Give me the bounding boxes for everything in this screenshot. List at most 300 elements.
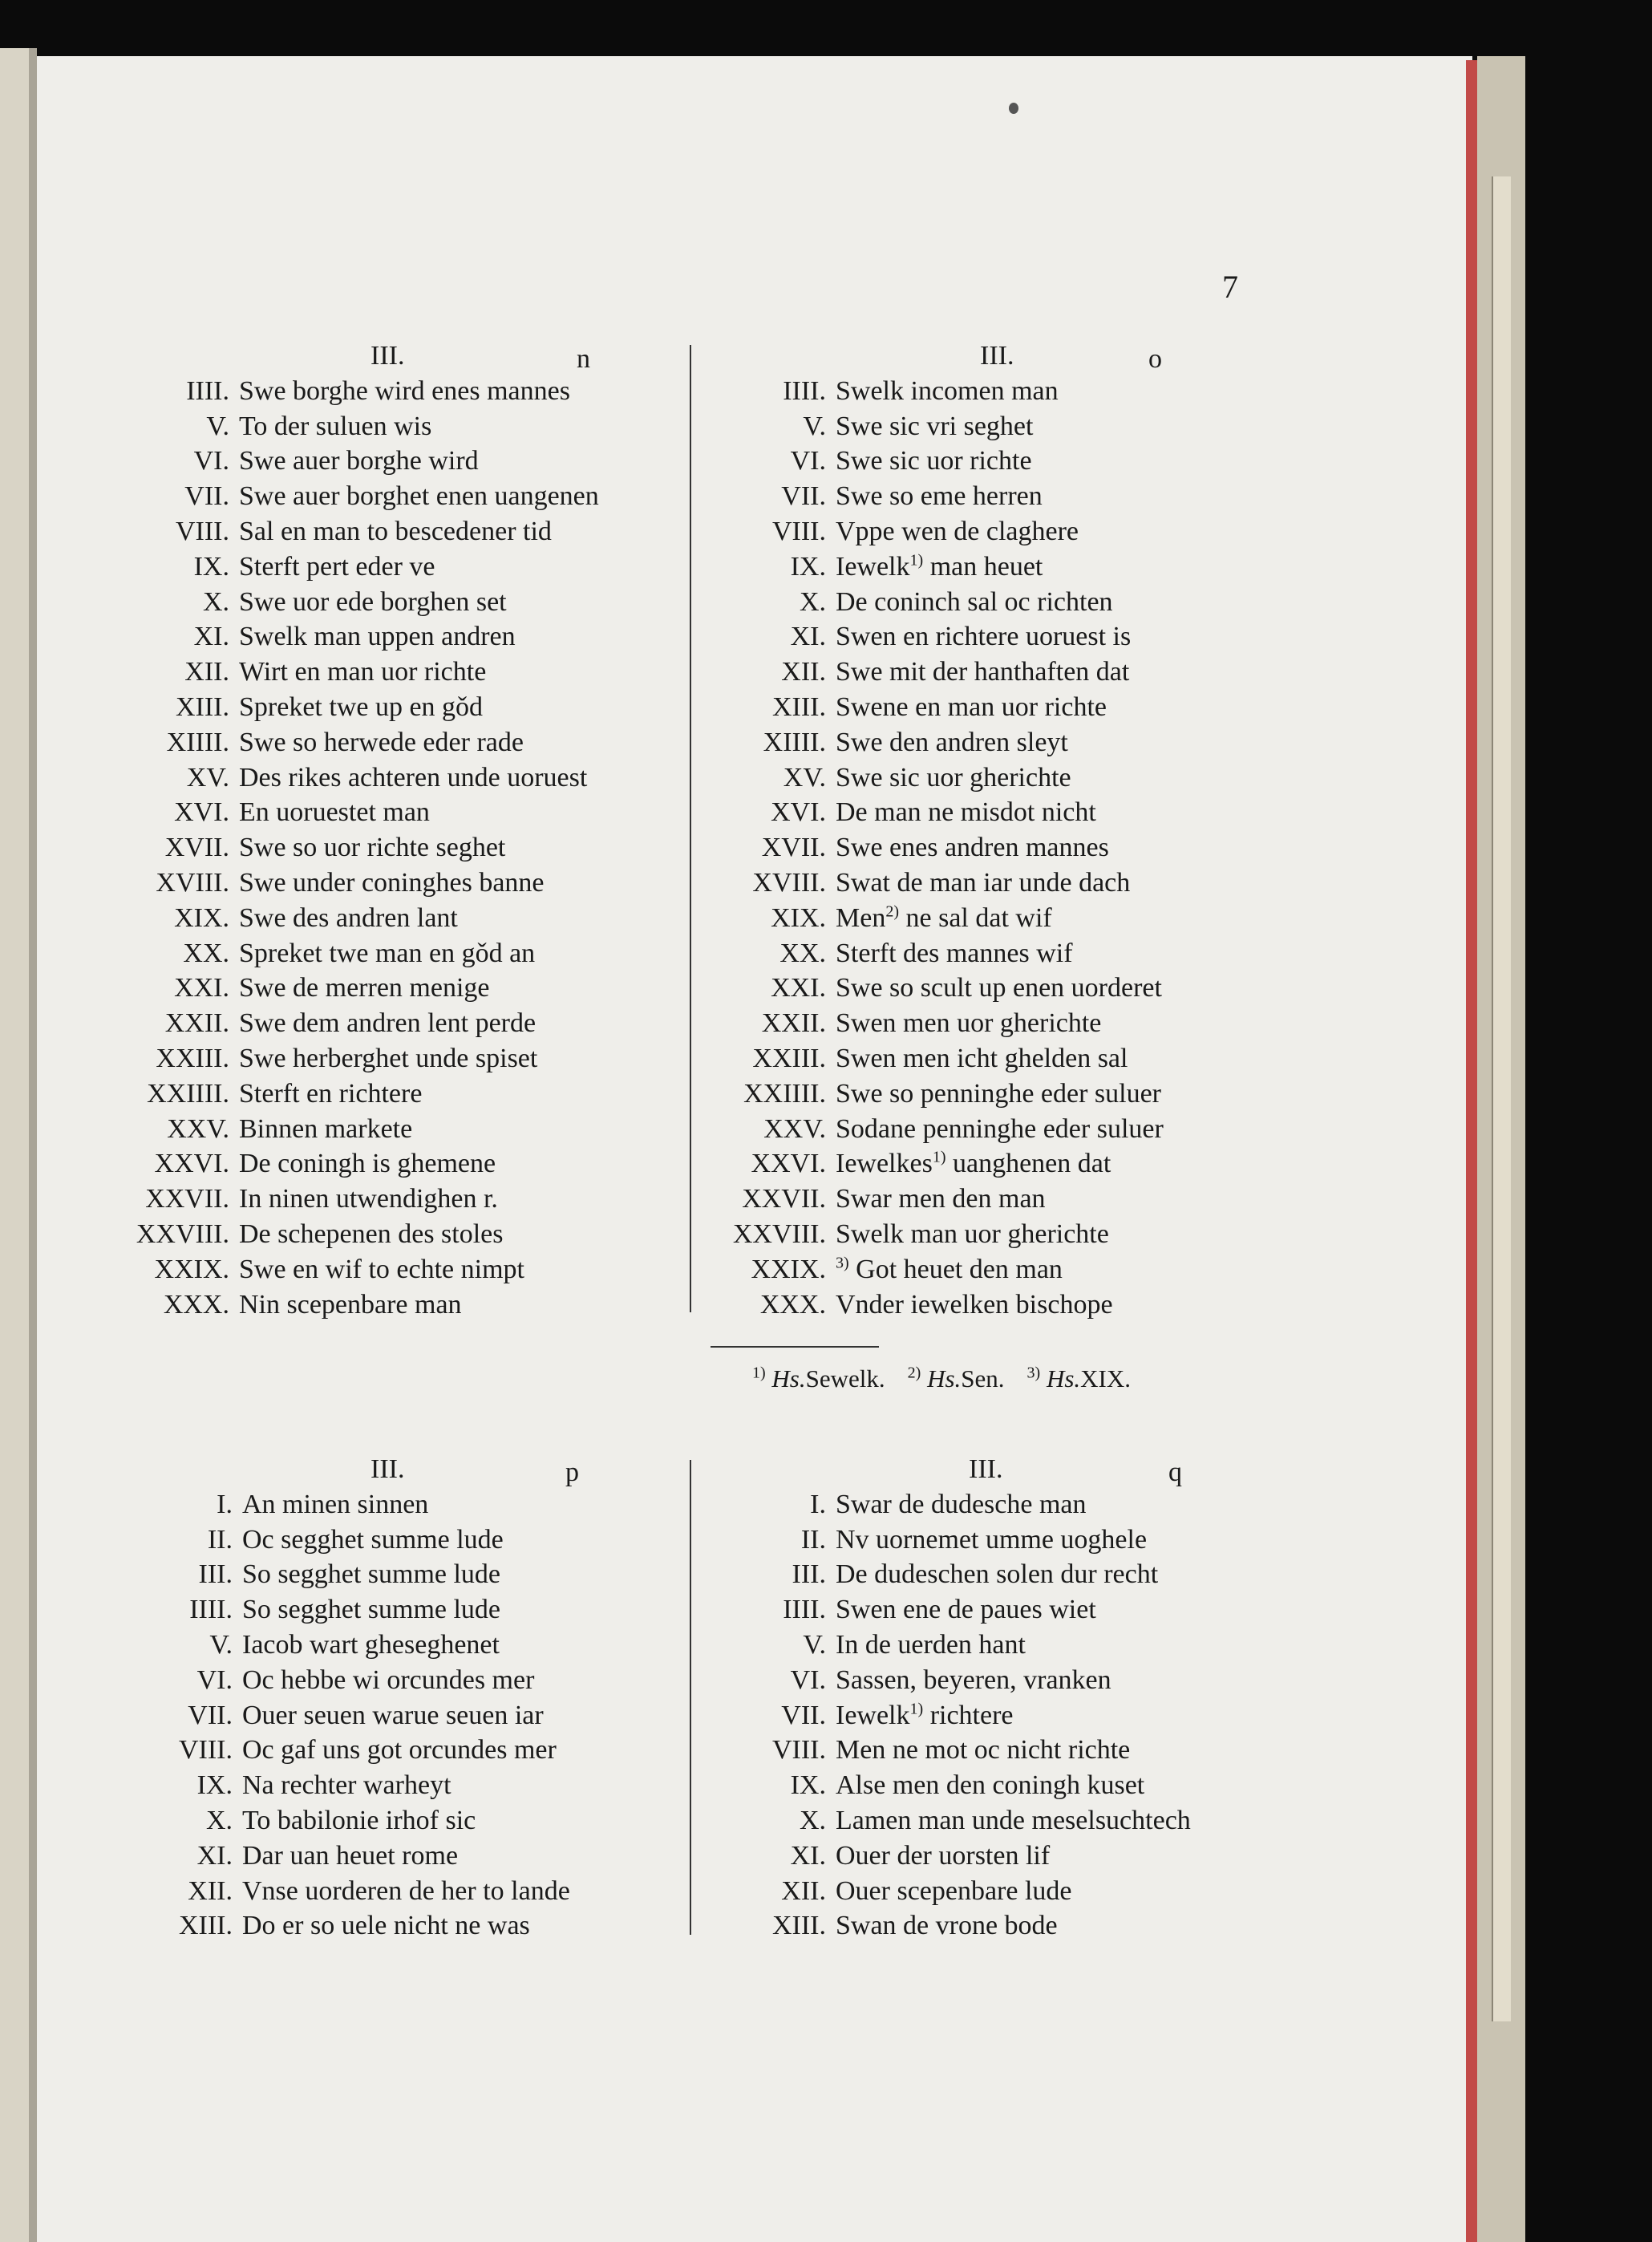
table-row: [112, 690, 674, 725]
row-numeral: I.: [217, 1489, 233, 1519]
row-numeral: XXII.: [761, 1008, 826, 1039]
table-row: [714, 1287, 1275, 1323]
row-numeral: IIII.: [783, 375, 826, 406]
row-text-main: Iewelkes: [836, 1149, 933, 1179]
footnote-marker: 1): [932, 1149, 946, 1167]
table-row: [120, 1803, 682, 1839]
row-text: [836, 1803, 1191, 1839]
row-text-main: Swelk man uppen andren: [239, 622, 516, 652]
section-letter: p: [565, 1458, 579, 1487]
row-text: [836, 866, 1130, 901]
row-text: [239, 549, 435, 585]
row-numeral: XVI.: [771, 797, 826, 828]
row-text: [836, 479, 1043, 514]
row-text-main: Swelk incomen man: [836, 375, 1059, 406]
row-text: [836, 1522, 1147, 1558]
table-row: [112, 866, 674, 901]
row-text: [836, 1768, 1144, 1803]
row-numeral: V.: [206, 411, 229, 441]
table-row: [120, 1487, 682, 1522]
ink-spot: [1009, 103, 1018, 114]
row-text: [836, 1006, 1101, 1041]
table-row: [714, 971, 1275, 1006]
row-numeral: XXV.: [167, 1113, 229, 1144]
row-text: [836, 971, 1162, 1006]
row-text: [242, 1628, 500, 1663]
red-page-edge: [1466, 60, 1477, 2242]
row-numeral: V.: [803, 1630, 826, 1660]
table-row: [714, 1182, 1275, 1217]
row-text: [242, 1874, 570, 1909]
row-text: [242, 1487, 428, 1522]
table-row: [714, 1252, 1275, 1287]
row-numeral: XVII.: [761, 833, 826, 863]
row-text-main: Iacob wart gheseghenet: [242, 1630, 500, 1660]
row-numeral: XXIII.: [752, 1044, 826, 1073]
row-numeral: XI.: [196, 1840, 233, 1871]
table-row: [112, 901, 674, 936]
table-row: [120, 1522, 682, 1558]
row-text: [836, 936, 1073, 971]
row-text-main: Swene en man uor richte: [836, 692, 1107, 722]
row-text: [242, 1733, 557, 1768]
section-letter: n: [577, 344, 590, 374]
row-numeral: XII.: [781, 1875, 826, 1906]
row-text-main: Vnder iewelken bischope: [836, 1289, 1113, 1320]
table-row: [714, 1733, 1275, 1768]
table-row: [714, 760, 1275, 796]
table-row: [714, 1146, 1275, 1182]
table-row: [112, 1252, 674, 1287]
row-text: [836, 514, 1079, 549]
table-row: [112, 549, 674, 585]
row-text: [242, 1592, 500, 1628]
table-row: [112, 830, 674, 866]
row-numeral: XIII.: [175, 692, 229, 722]
row-numeral: XXIII.: [156, 1044, 229, 1073]
row-text-main: Swen men icht ghelden sal: [836, 1044, 1128, 1073]
row-numeral: XVI.: [174, 797, 229, 828]
table-row: [112, 1182, 674, 1217]
row-text: [836, 549, 1043, 585]
section-letter: o: [1148, 344, 1162, 374]
row-numeral: II.: [207, 1524, 233, 1555]
row-numeral: XIII.: [178, 1911, 233, 1941]
row-text: [239, 1217, 504, 1252]
row-numeral: IX.: [790, 1770, 826, 1801]
row-text: [242, 1803, 476, 1839]
row-numeral: XXI.: [771, 973, 826, 1003]
row-text-main: Swe enes andren mannes: [836, 833, 1109, 863]
table-row: [714, 1628, 1275, 1663]
row-text-main: Spreket twe man en gǒd an: [239, 938, 536, 968]
table-row: [714, 866, 1275, 901]
row-text-main: Sodane penninghe eder suluer: [836, 1113, 1164, 1144]
left-page-edge: [0, 48, 29, 2242]
row-text: [836, 725, 1068, 760]
row-numeral: III.: [198, 1559, 233, 1590]
row-numeral: X.: [205, 1806, 233, 1835]
row-text: [836, 1182, 1046, 1217]
table-row: [714, 1663, 1275, 1698]
row-text-main: Swar men den man: [836, 1184, 1046, 1214]
row-text-main: De coninch sal oc richten: [836, 586, 1113, 617]
row-text-main: Men: [836, 902, 886, 933]
table-row: [714, 1487, 1275, 1522]
row-text: [242, 1698, 544, 1733]
row-text: [836, 655, 1129, 690]
table-row: [714, 1698, 1275, 1733]
row-text: [239, 1182, 498, 1217]
row-text-cont: Got heuet den man: [848, 1254, 1063, 1284]
row-text-main: So segghet summe lude: [242, 1595, 501, 1625]
row-numeral: VI.: [193, 446, 229, 476]
row-numeral: X.: [799, 586, 826, 617]
footnote-marker: 1): [909, 551, 924, 570]
table-row: [714, 655, 1275, 690]
row-text-main: Swe sic uor gherichte: [836, 762, 1071, 793]
row-text: [242, 1768, 451, 1803]
footnote-source: Hs.: [927, 1364, 962, 1393]
table-row: [112, 374, 674, 409]
row-numeral: X.: [799, 1806, 826, 1835]
row-text-main: To babilonie irhof sic: [242, 1806, 476, 1835]
row-numeral: VIII.: [771, 1735, 826, 1766]
row-text: [836, 585, 1113, 620]
table-row: [112, 1041, 674, 1076]
row-numeral: XXV.: [763, 1113, 826, 1144]
book-gutter: [29, 48, 37, 2242]
table-row: [112, 514, 674, 549]
row-numeral: III.: [792, 1559, 826, 1590]
row-text-main: Men ne mot oc nicht richte: [836, 1735, 1131, 1766]
row-text: [239, 1252, 524, 1287]
row-text-main: Swe so eme herren: [836, 481, 1043, 512]
table-row: [714, 901, 1275, 936]
row-numeral: XXX.: [163, 1289, 229, 1320]
row-text-main: Nv uornemet umme uoghele: [836, 1524, 1148, 1555]
row-text-main: Iewelk: [836, 551, 910, 582]
row-text: [239, 1006, 536, 1041]
row-text-main: Swen en richtere uoruest is: [836, 622, 1132, 652]
footnote: [752, 1364, 885, 1393]
row-text-main: To der suluen wis: [239, 411, 432, 441]
row-numeral: XXIX.: [751, 1254, 826, 1284]
row-text-main: So segghet summe lude: [242, 1559, 501, 1590]
row-numeral: VII.: [184, 481, 229, 512]
table-row: [714, 549, 1275, 585]
row-text: [239, 655, 486, 690]
row-numeral: IX.: [196, 1770, 233, 1801]
row-numeral: IIII.: [189, 1595, 233, 1625]
row-text: [836, 760, 1071, 796]
row-text: [239, 1076, 422, 1112]
row-numeral: VIII.: [178, 1735, 233, 1766]
footnote-marker: 3): [836, 1254, 849, 1272]
row-text-main: De coningh is ghemene: [239, 1149, 496, 1179]
row-text: [239, 585, 507, 620]
table-row: [120, 1768, 682, 1803]
row-numeral: VII.: [188, 1700, 233, 1730]
row-text-main: En uoruestet man: [239, 797, 430, 828]
row-text-main: Sterft des mannes wif: [836, 938, 1073, 968]
row-numeral: V.: [803, 411, 826, 441]
table-row: [112, 655, 674, 690]
row-text: [239, 619, 516, 655]
row-text: [836, 1487, 1087, 1522]
row-text: [242, 1663, 534, 1698]
row-text: [242, 1839, 458, 1874]
row-text: [239, 444, 479, 479]
footnote-mark: 2): [907, 1364, 921, 1382]
footnote-source: Hs.: [771, 1364, 806, 1393]
row-text-main: Dar uan heuet rome: [242, 1840, 459, 1871]
table-row: [112, 1006, 674, 1041]
footnote-source: Hs.: [1046, 1364, 1081, 1393]
row-text: [239, 514, 552, 549]
row-text-main: Do er so uele nicht ne was: [242, 1911, 530, 1941]
row-text-main: Sterft en richtere: [239, 1078, 423, 1109]
row-text: [239, 1112, 412, 1147]
row-text: [836, 409, 1033, 444]
row-text-main: Swe herberghet unde spiset: [239, 1044, 538, 1073]
footnote-text: Sewelk.: [805, 1364, 885, 1393]
footnote-mark: 1): [752, 1364, 766, 1382]
column-divider: [690, 345, 691, 1312]
row-text: [836, 1874, 1072, 1909]
table-row: [120, 1557, 682, 1592]
table-row: [120, 1592, 682, 1628]
row-text-main: Swe uor ede borghen set: [239, 586, 507, 617]
table-row: [120, 1733, 682, 1768]
row-numeral: XXIIII.: [147, 1078, 229, 1109]
table-row: [112, 1217, 674, 1252]
row-text-main: In de uerden hant: [836, 1630, 1026, 1660]
table-row: [120, 1628, 682, 1663]
row-text-main: De dudeschen solen dur recht: [836, 1559, 1159, 1590]
row-numeral: II.: [800, 1524, 826, 1555]
row-numeral: XI.: [193, 622, 229, 652]
table-row: [120, 1839, 682, 1874]
row-text-main: Swe auer borghe wird: [239, 446, 479, 476]
row-text-main: Oc hebbe wi orcundes mer: [242, 1664, 535, 1695]
row-text-main: Ouer scepenbare lude: [836, 1875, 1072, 1906]
table-row: [112, 479, 674, 514]
row-text-main: An minen sinnen: [242, 1489, 429, 1519]
row-text-main: Swe so herwede eder rade: [239, 727, 524, 757]
row-text-main: Swe en wif to echte nimpt: [239, 1254, 524, 1284]
row-text: [836, 1557, 1158, 1592]
row-numeral: VI.: [790, 446, 826, 476]
row-numeral: XV.: [186, 762, 229, 793]
row-text: [836, 1146, 1111, 1182]
table-row: [112, 619, 674, 655]
row-text: [239, 409, 431, 444]
row-text-main: In ninen utwendighen r.: [239, 1184, 498, 1214]
row-text-main: Nin scepenbare man: [239, 1289, 462, 1320]
section-header: III.: [370, 1454, 405, 1484]
row-text-cont: uanghenen dat: [945, 1149, 1111, 1179]
table-row: [714, 585, 1275, 620]
row-numeral: VI.: [196, 1664, 233, 1695]
row-text: [239, 725, 524, 760]
row-text: [836, 1076, 1161, 1112]
row-numeral: XIX.: [174, 902, 229, 933]
row-numeral: VII.: [781, 1700, 826, 1730]
row-numeral: XV.: [783, 762, 826, 793]
row-text-main: Swe sic vri seghet: [836, 411, 1034, 441]
table-row: [120, 1874, 682, 1909]
row-text-main: Swe so uor richte seghet: [239, 833, 506, 863]
table-row: [714, 1768, 1275, 1803]
page-number: 7: [1222, 269, 1238, 305]
table-row: [112, 725, 674, 760]
row-text: [239, 1287, 462, 1323]
table-row: [714, 1217, 1275, 1252]
row-numeral: XVII.: [164, 833, 229, 863]
row-numeral: XXIIII.: [743, 1078, 826, 1109]
section-header: III.: [969, 1454, 1003, 1484]
row-text: [836, 1217, 1109, 1252]
row-text-main: Swe under coninghes banne: [239, 868, 545, 898]
table-row: [112, 1112, 674, 1147]
section-letter: q: [1168, 1458, 1182, 1487]
table-row: [714, 1557, 1275, 1592]
row-text-main: De schepenen des stoles: [239, 1219, 504, 1249]
footnote: [1027, 1364, 1131, 1393]
table-row: [714, 1076, 1275, 1112]
table-row: [120, 1698, 682, 1733]
table-row: [714, 1908, 1275, 1944]
row-numeral: IIII.: [186, 375, 229, 406]
row-numeral: VI.: [790, 1664, 826, 1695]
row-text-main: Wirt en man uor richte: [239, 657, 487, 687]
column-divider: [690, 1460, 691, 1935]
row-text: [836, 1041, 1128, 1076]
row-text: [239, 866, 545, 901]
row-numeral: XXIX.: [154, 1254, 229, 1284]
table-row: [714, 374, 1275, 409]
table-row: [714, 1006, 1275, 1041]
table-row: [714, 1803, 1275, 1839]
row-text-main: Swen ene de paues wiet: [836, 1595, 1096, 1625]
row-text: [836, 374, 1059, 409]
row-text-main: Swe borghe wird enes mannes: [239, 375, 570, 406]
row-numeral: IX.: [790, 551, 826, 582]
row-text-main: Spreket twe up en gǒd: [239, 692, 484, 722]
row-numeral: XXX.: [759, 1289, 826, 1320]
footnote: [908, 1364, 1005, 1393]
table-row: [714, 725, 1275, 760]
row-text-main: Swan de vrone bode: [836, 1911, 1058, 1941]
section-header: III.: [980, 341, 1014, 371]
row-text-main: Swe sic uor richte: [836, 446, 1032, 476]
row-text: [836, 795, 1096, 830]
row-text-main: Swe den andren sleyt: [836, 727, 1068, 757]
row-numeral: IX.: [193, 551, 229, 582]
row-text-main: Swe so scult up enen uorderet: [836, 973, 1162, 1003]
table-row: [714, 1522, 1275, 1558]
row-text: [242, 1557, 500, 1592]
footnote-text: Sen.: [961, 1364, 1005, 1393]
row-text: [836, 1663, 1111, 1698]
row-text-main: Oc segghet summe lude: [242, 1524, 504, 1555]
row-text: [242, 1908, 530, 1944]
table-row: [714, 1839, 1275, 1874]
row-text-main: Swe des andren lant: [239, 902, 458, 933]
row-text: [242, 1522, 504, 1558]
row-text: [836, 619, 1131, 655]
row-text-main: Sterft pert eder ve: [239, 551, 435, 582]
table-row: [112, 760, 674, 796]
table-row: [714, 1041, 1275, 1076]
row-numeral: XXVI.: [154, 1149, 229, 1179]
table-row: [112, 1287, 674, 1323]
row-text-main: Lamen man unde meselsuchtech: [836, 1806, 1191, 1835]
row-numeral: XI.: [790, 1840, 826, 1871]
row-text: [239, 936, 535, 971]
row-text: [239, 830, 505, 866]
table-row: [714, 514, 1275, 549]
row-text: [836, 1698, 1014, 1733]
row-text: [239, 690, 483, 725]
row-numeral: I.: [810, 1489, 826, 1519]
row-text: [836, 1287, 1113, 1323]
row-text-cont: richtere: [923, 1700, 1014, 1730]
row-text: [836, 830, 1109, 866]
row-text-main: Swat de man iar unde dach: [836, 868, 1131, 898]
row-numeral: XVIII.: [156, 868, 229, 898]
table-row: [714, 409, 1275, 444]
row-text-main: Vnse uorderen de her to lande: [242, 1875, 570, 1906]
table-row: [112, 971, 674, 1006]
row-numeral: XXVIII.: [732, 1219, 826, 1249]
row-text-main: Oc gaf uns got orcundes mer: [242, 1735, 557, 1766]
row-numeral: XIII.: [771, 692, 826, 722]
row-text: [836, 901, 1052, 936]
row-text: [836, 1252, 1063, 1287]
row-text: [239, 479, 599, 514]
row-text-main: Sal en man to bescedener tid: [239, 517, 552, 546]
row-text-main: Ouer der uorsten lif: [836, 1840, 1051, 1871]
row-text-main: Swe de merren menige: [239, 973, 490, 1003]
row-numeral: XIIII.: [166, 727, 229, 757]
footnote-mark: 3): [1026, 1364, 1041, 1382]
table-row: [112, 444, 674, 479]
row-numeral: XXVII.: [145, 1184, 229, 1214]
row-numeral: XII.: [781, 657, 826, 687]
row-text: [239, 374, 570, 409]
row-text-cont: ne sal dat wif: [899, 902, 1052, 933]
table-row: [714, 795, 1275, 830]
row-text-main: Swelk man uor gherichte: [836, 1219, 1109, 1249]
row-numeral: XXVII.: [742, 1184, 826, 1214]
row-text: [239, 971, 490, 1006]
table-row: [120, 1908, 682, 1944]
table-row: [714, 479, 1275, 514]
row-text-main: Vppe wen de claghere: [836, 517, 1079, 546]
row-text-main: Swe dem andren lent perde: [239, 1008, 536, 1039]
row-numeral: XII.: [188, 1875, 233, 1906]
table-row: [714, 830, 1275, 866]
table-row: [714, 690, 1275, 725]
row-numeral: XIIII.: [763, 727, 826, 757]
book-cover-inner: [1492, 176, 1511, 2021]
row-numeral: X.: [202, 586, 229, 617]
row-text: [836, 1839, 1050, 1874]
row-numeral: VIII.: [175, 517, 229, 546]
row-text-main: Binnen markete: [239, 1113, 413, 1144]
